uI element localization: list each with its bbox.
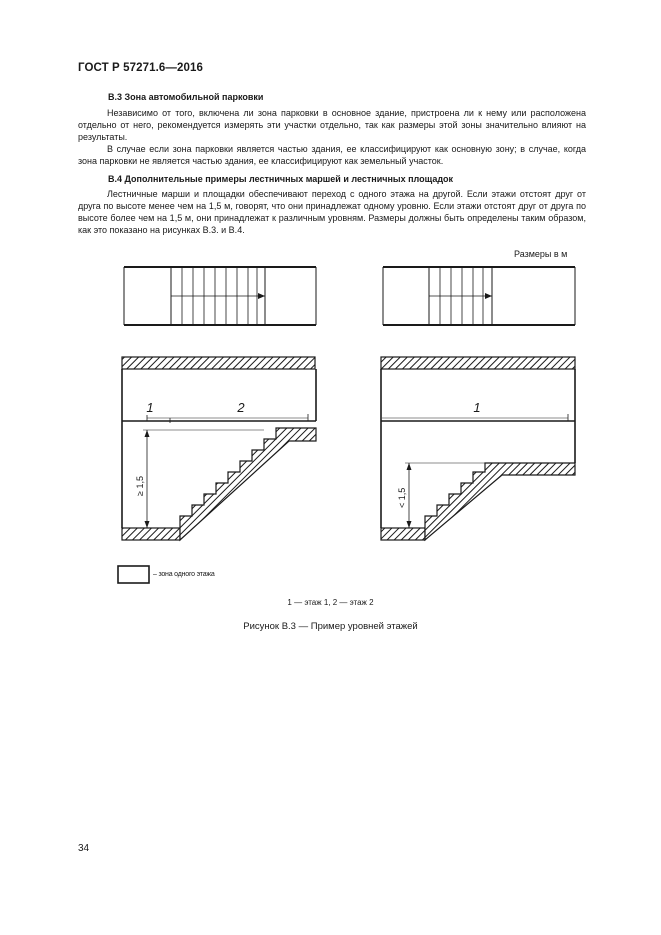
plan-arrow-left: [258, 293, 265, 299]
left-label-floor-1: 1: [146, 400, 154, 415]
page-number: 34: [78, 843, 90, 854]
section-view-left: [122, 357, 316, 540]
legend-swatch: [118, 566, 149, 583]
section-b4-title: В.4 Дополнительные примеры лестничных маршей и лестничных площадок: [108, 174, 454, 184]
document-header: ГОСТ Р 57271.6—2016: [78, 62, 203, 74]
section-b3-paragraph-1: Независимо от того, включена ли зона парковки в основное здание, пристроена ли к нему или расположена отдельно от него, рекомендуется измерять эти участки отдельно, так как размеры этой зоны значительно влияют на результаты.: [78, 108, 586, 142]
section-b4-paragraph-1: Лестничные марши и площадки обеспечивают переход с одного этажа на другой. Если этажи отстоят друг от друга по высоте менее чем на 1,5 м, говорят, что они принадлежат одному уровню. Если этажи отстоят друг от друга по высоте более чем на 1,5 м, они принадлежат к различным уровням. Размеры должны быть определены таким образом, как это показано на рисунках В.3. и В.4.: [78, 189, 586, 235]
left-dimension-label: ≥ 1,5: [135, 476, 145, 496]
plan-arrow-right: [485, 293, 492, 299]
units-note: Размеры в м: [514, 249, 568, 259]
plan-view-right: [383, 267, 575, 325]
section-b3-paragraph-2: В случае если зона парковки является частью здания, ее классифицируют как основную зону; в случае, когда зона парковки не является частью здания, ее классифицируют как земельный участок.: [78, 144, 586, 166]
figure-legend-caption: 1 — этаж 1, 2 — этаж 2: [287, 598, 374, 607]
section-b3-title: В.3 Зона автомобильной парковки: [108, 92, 264, 102]
section-view-right: [381, 357, 575, 540]
plan-view-left: [124, 267, 316, 325]
right-label-floor-1: 1: [473, 400, 481, 415]
left-label-floor-2: 2: [237, 400, 245, 415]
figure-caption: Рисунок В.3 — Пример уровней этажей: [243, 621, 418, 632]
right-dimension-label: < 1,5: [397, 487, 407, 508]
legend-label: – зона одного этажа: [153, 571, 215, 578]
